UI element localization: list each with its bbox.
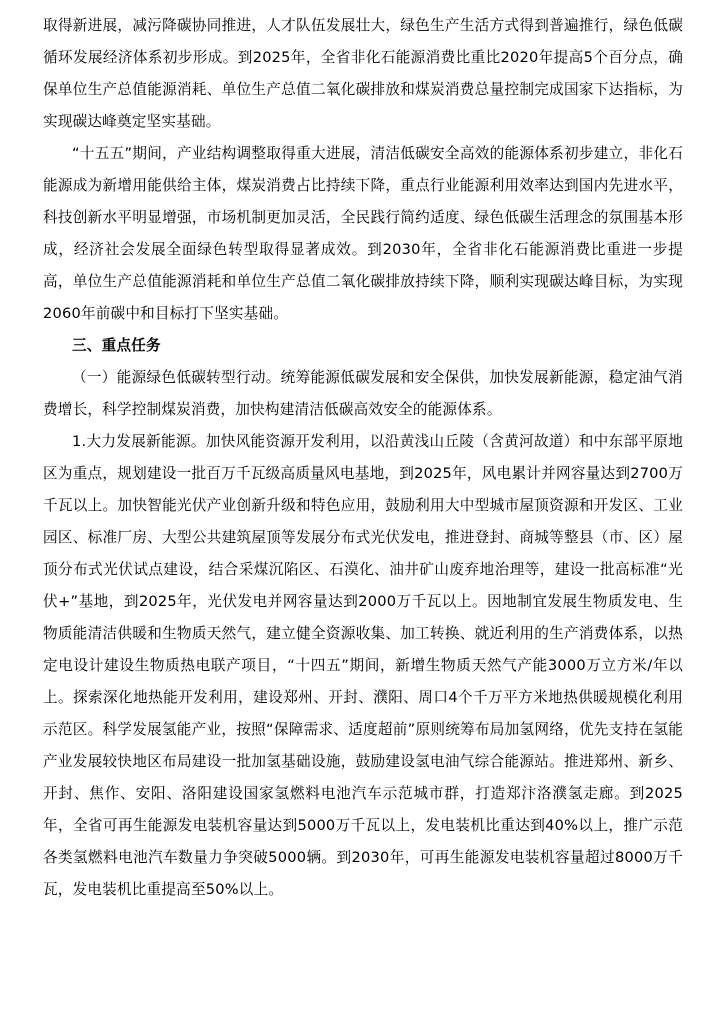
paragraph-goals-2025: 取得新进展，减污降碳协同推进，人才队伍发展壮大，绿色生产生活方式得到普遍推行，绿色低碳循环发展经济体系初步形成。到2025年，全省非化石能源消费比重比2020年提高5个百分点，确保单位生产总值能源消耗、单位生产总值二氧化碳排放和煤炭消费总量控制完成国家下达指标，为实现碳达峰奠定坚实基础。 — [43, 17, 683, 130]
paragraph-15th-five-year-plan: “十五五”期间，产业结构调整取得重大进展，清洁低碳安全高效的能源体系初步建立，非化石能源成为新增用能供给主体，煤炭消费占比持续下降，重点行业能源利用效率达到国内先进水平，科技创新水平明显增强，市场机制更加灵活，全民践行简约适度、绿色低碳生活理念的氛围基本形成，经济社会发展全面绿色转型取得显著成效。到2030年，全省非化石能源消费比重进一步提高，单位生产总值能源消耗和单位生产总值二氧化碳排放持续下降，顺利实现碳达峰目标，为实现2060年前碳中和目标打下坚实基础。 — [43, 145, 683, 322]
paragraph-energy-transition-action: （一）能源绿色低碳转型行动。统筹能源低碳发展和安全保供，加快发展新能源，稳定油气消费增长，科学控制煤炭消费，加快构建清洁低碳高效安全的能源体系。 — [43, 369, 683, 418]
document-page — [43, 10, 683, 906]
section-heading-key-tasks: 三、重点任务 — [72, 337, 161, 354]
paragraph-develop-new-energy: 1.大力发展新能源。加快风能资源开发利用，以沿黄浅山丘陵（含黄河故道）和中东部平原地区为重点，规划建设一批百万千瓦级高质量风电基地，到2025年，风电累计并网容量达到2700万千瓦以上。加快智能光伏产业创新升级和特色应用，鼓励利用大中型城市屋顶资源和开发区、工业园区、标准厂房、大型公共建筑屋顶等发展分布式光伏发电，推进登封、商城等整县（市、区）屋顶分布式光伏试点建设，结合采煤沉陷区、石漠化、油井矿山废弃地治理等，建设一批高标准“光伏+”基地，到2025年，光伏发电并网容量达到2000万千瓦以上。因地制宜发展生物质发电、生物质能清洁供暖和生物质天然气，建立健全资源收集、加工转换、就近利用的生产消费体系，以热定电设计建设生物质热电联产项目，“十四五”期间，新增生物质天然气产能3000万立方米/年以上。探索深化地热能开发利用，建设郑州、开封、濮阳、周口4个千万平方米地热供暖规模化利用示范区。科学发展氢能产业，按照“保障需求、适度超前”原则统筹布局加氢网络，优先支持在氢能产业发展较快地区布局建设一批加氢基础设施，鼓励建设氢电油气综合能源站。推进郑州、新乡、开封、焦作、安阳、洛阳建设国家氢燃料电池汽车示范城市群，打造郑汴洛濮氢走廊。到2025年，全省可再生能源发电装机容量达到5000万千瓦以上，发电装机比重达到40%以上，推广示范各类氢燃料电池汽车数量力争突破5000辆。到2030年，可再生能源发电装机容量超过8000万千瓦，发电装机比重提高至50%以上。 — [43, 433, 683, 898]
